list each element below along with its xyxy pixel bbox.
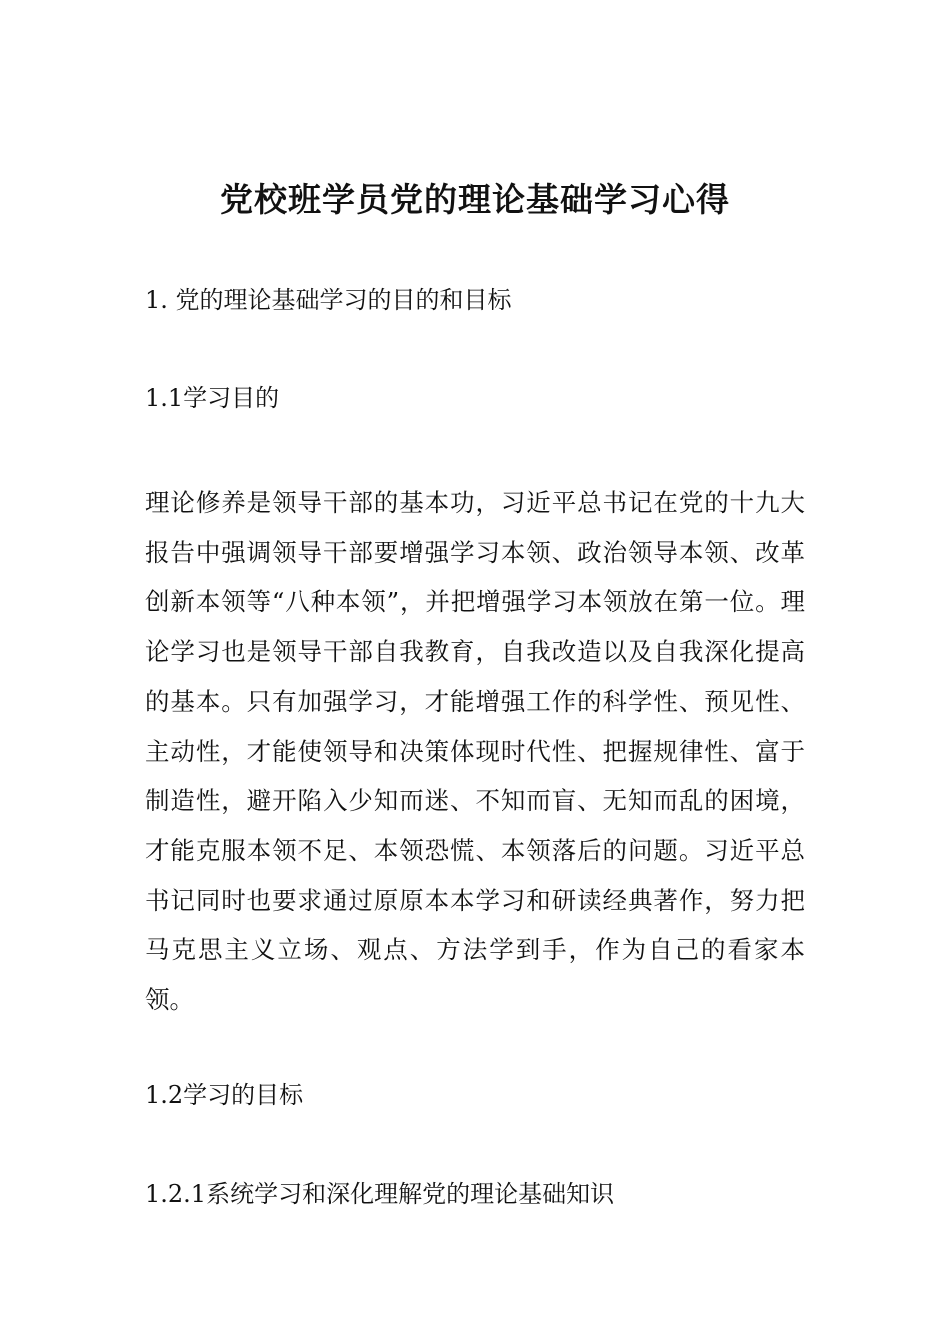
document-title: 党校班学员党的理论基础学习心得 xyxy=(220,180,730,219)
section-heading-1-2: 1.2学习的目标 xyxy=(145,1081,304,1109)
section-heading-1-2-1: 1.2.1系统学习和深化理解党的理论基础知识 xyxy=(145,1180,615,1208)
section-heading-1: 1. 党的理论基础学习的目的和目标 xyxy=(145,286,512,314)
section-heading-1-1: 1.1学习目的 xyxy=(145,384,280,412)
body-paragraph: 理论修养是领导干部的基本功，习近平总书记在党的十九大报告中强调领导干部要增强学习本领、政治领导本领、改革创新本领等“八种本领”，并把增强学习本领放在第一位。理论学习也是领导干部自我教育，自我改造以及自我深化提高的基本。只有加强学习，才能增强工作的科学性、预见性、主动性，才能使领导和决策体现时代性、把握规律性、富于制造性，避开陷入少知而迷、不知而盲、无知而乱的困境，才能克服本领不足、本领恐慌、本领落后的问题。习近平总书记同时也要求通过原原本本学习和研读经典著作，努力把马克思主义立场、观点、方法学到手，作为自己的看家本领。 xyxy=(145,488,805,1015)
